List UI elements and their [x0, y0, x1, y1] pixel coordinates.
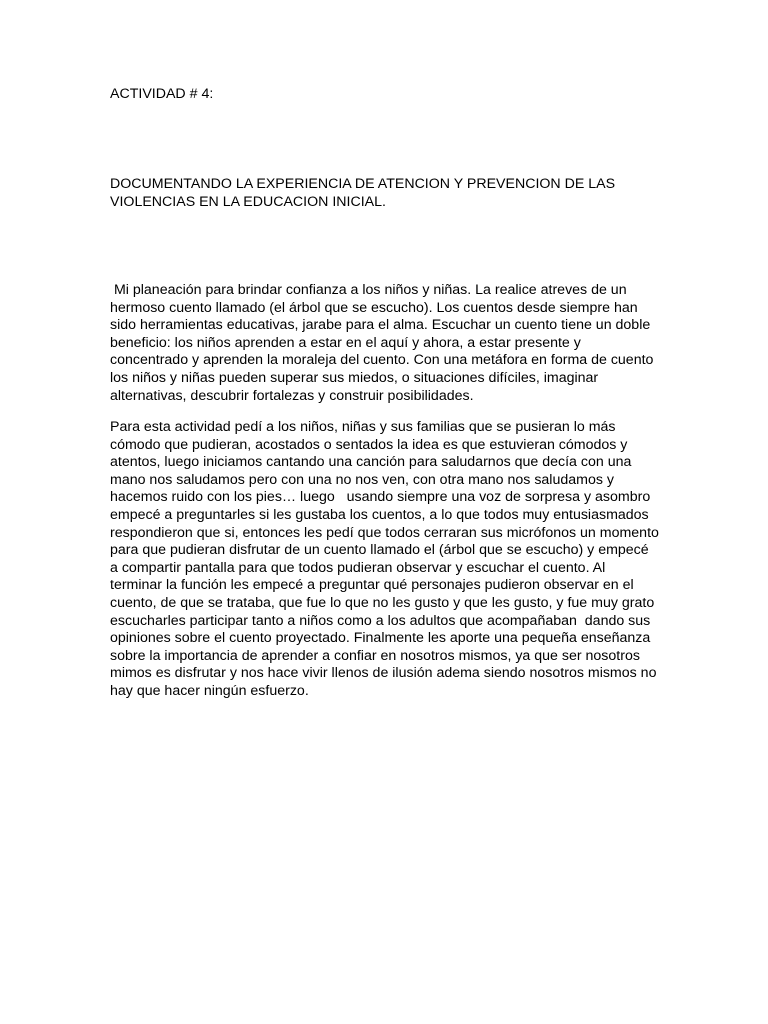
body-paragraph-2: Para esta actividad pedí a los niños, niñas y sus familias que se pusieran lo más cómodo que pudieran, acostados o sentados la idea es que estuvieran cómodos y atentos, luego iniciamos cantando una canción para saludarnos que decía con una mano nos saludamos pero con una no nos ven, con otra mano nos saludamos y hacemos ruido con los pies… luego usando siempre una voz de sorpresa y asombro empecé a preguntarles si les gustaba los cuentos, a lo que todos muy entusiasmados respondieron que si, entonces les pedí que todos cerraran sus micrófonos un momento para que pudieran disfrutar de un cuento llamado el (árbol que se escucho) y empecé a compartir pantalla para que todos pudieran observar y escuchar el cuento. Al terminar la función les empecé a preguntar qué personajes pudieron observar en el cuento, de que se trataba, que fue lo que no les gusto y que les gusto, y fue muy grato escucharles participar tanto a niños como a los adultos que acompañaban dando sus opiniones sobre el cuento proyectado. Finalmente les aporte una pequeña enseñanza sobre la importancia de aprender a confiar en nosotros mismos, ya que ser nosotros mimos es disfrutar y nos hace vivir llenos de ilusión adema siendo nosotros mismos no hay que hacer ningún esfuerzo. — [110, 419, 663, 699]
document-heading: DOCUMENTANDO LA EXPERIENCIA DE ATENCION Y PREVENCION DE LAS VIOLENCIAS EN LA EDUCACION INICIAL. — [110, 176, 616, 210]
body-paragraph-1: Mi planeación para brindar confianza a los niños y niñas. La realice atreves de un hermoso cuento llamado (el árbol que se escucho). Los cuentos desde siempre han sido herramientas educativas, jarabe para el alma. Escuchar un cuento tiene un doble beneficio: los niños aprenden a estar en el aquí y ahora, a estar presente y concentrado y aprenden la moraleja del cuento. Con una metáfora en forma de cuento los niños y niñas pueden superar sus miedos, o situaciones difíciles, imaginar alternativas, descubrir fortalezas y construir posibilidades. — [110, 282, 658, 404]
activity-label: ACTIVIDAD # 4: — [110, 86, 214, 102]
